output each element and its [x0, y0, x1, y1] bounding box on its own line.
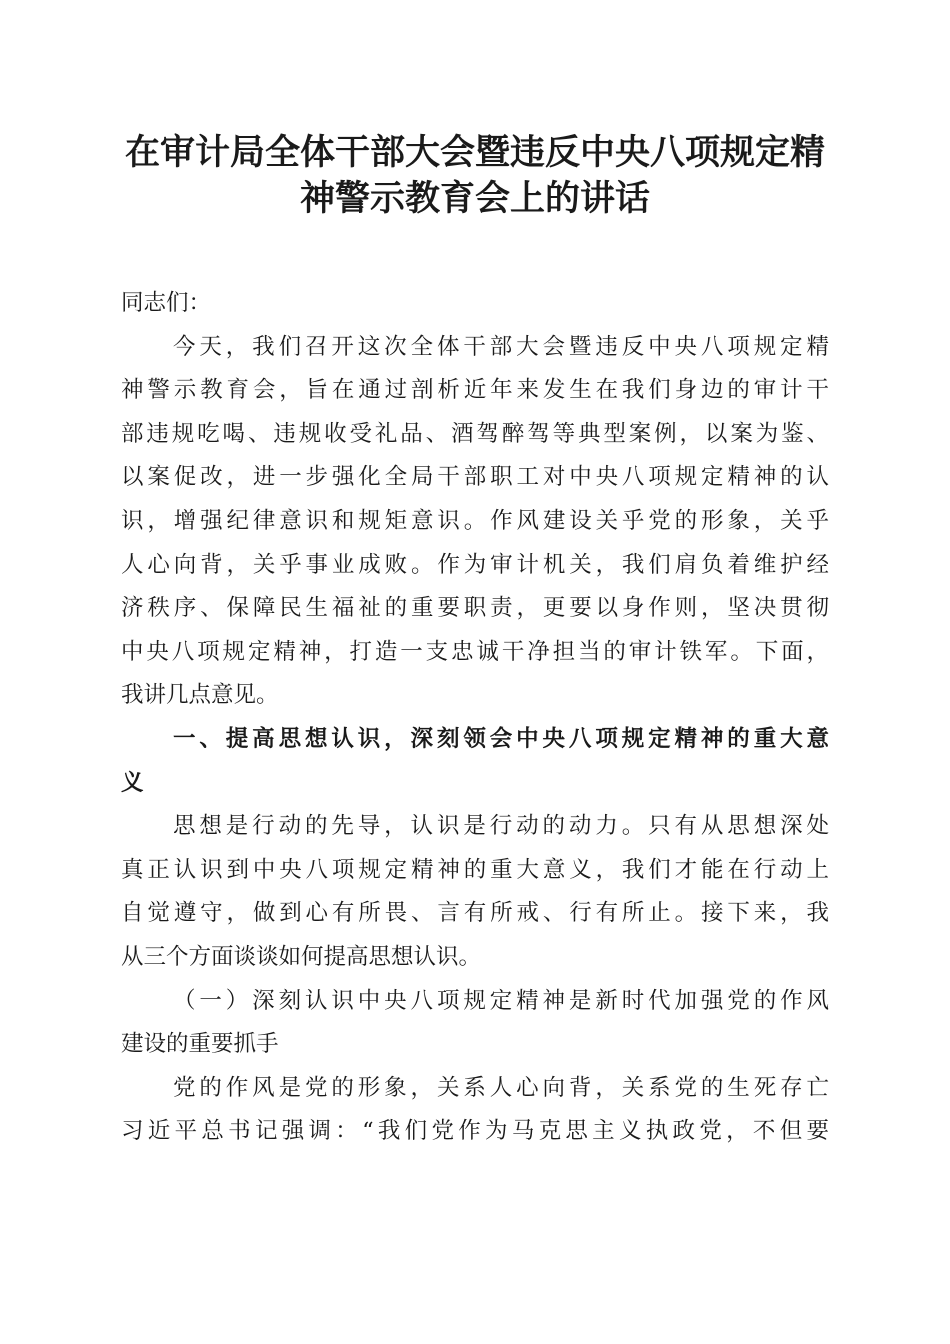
text-line: 识，增强纪律意识和规矩意识。作风建设关乎党的形象，关乎: [121, 507, 829, 534]
heading-line: 一、提高思想认识，深刻领会中央八项规定精神的重大意: [173, 725, 829, 752]
title-line-2: 神警示教育会上的讲话: [299, 178, 650, 219]
subsection-heading-1: [121, 980, 829, 1067]
text-line: 中央八项规定精神，打造一支忠诚干净担当的审计铁军。下面，: [121, 638, 829, 665]
text-line: 神警示教育会，旨在通过剖析近年来发生在我们身边的审计干: [121, 377, 829, 404]
document-body: [121, 282, 829, 1154]
paragraph-section-1: [121, 805, 829, 979]
paragraph-subsection-1: [121, 1067, 829, 1154]
text-line: 真正认识到中央八项规定精神的重大意义，我们才能在行动上: [121, 856, 829, 883]
text-line: 以案促改，进一步强化全局干部职工对中央八项规定精神的认: [121, 464, 829, 491]
subheading-line: 建设的重要抓手: [121, 1031, 279, 1058]
title-line-1: 在审计局全体干部大会暨违反中央八项规定精: [124, 132, 825, 173]
heading-line: 义: [121, 769, 144, 796]
text-line: 从三个方面谈谈如何提高思想认识。: [121, 943, 482, 970]
text-line: 自觉遵守，做到心有所畏、言有所戒、行有所止。接下来，我: [121, 900, 829, 927]
text-line: 人心向背，关乎事业成败。作为审计机关，我们肩负着维护经: [121, 551, 829, 578]
text-line: 部违规吃喝、违规收受礼品、酒驾醉驾等典型案例，以案为鉴、: [121, 420, 829, 447]
salutation: 同志们：: [121, 290, 212, 316]
document-page: [121, 130, 829, 1154]
text-line: 党的作风是党的形象，关系人心向背，关系党的生死存亡: [173, 1074, 829, 1101]
text-line: 思想是行动的先导，认识是行动的动力。只有从思想深处: [173, 813, 829, 840]
subheading-line: （一）深刻认识中央八项规定精神是新时代加强党的作风: [173, 987, 829, 1014]
text-line: 今天，我们召开这次全体干部大会暨违反中央八项规定精: [173, 333, 829, 360]
text-line: 习近平总书记强调：“我们党作为马克思主义执政党，不但要: [121, 1118, 829, 1145]
document-title: [121, 130, 829, 222]
paragraph-intro: [121, 326, 829, 718]
section-heading-1: [121, 718, 829, 805]
text-line: 济秩序、保障民生福祉的重要职责，更要以身作则，坚决贯彻: [121, 595, 829, 622]
text-line: 我讲几点意见。: [121, 682, 279, 709]
